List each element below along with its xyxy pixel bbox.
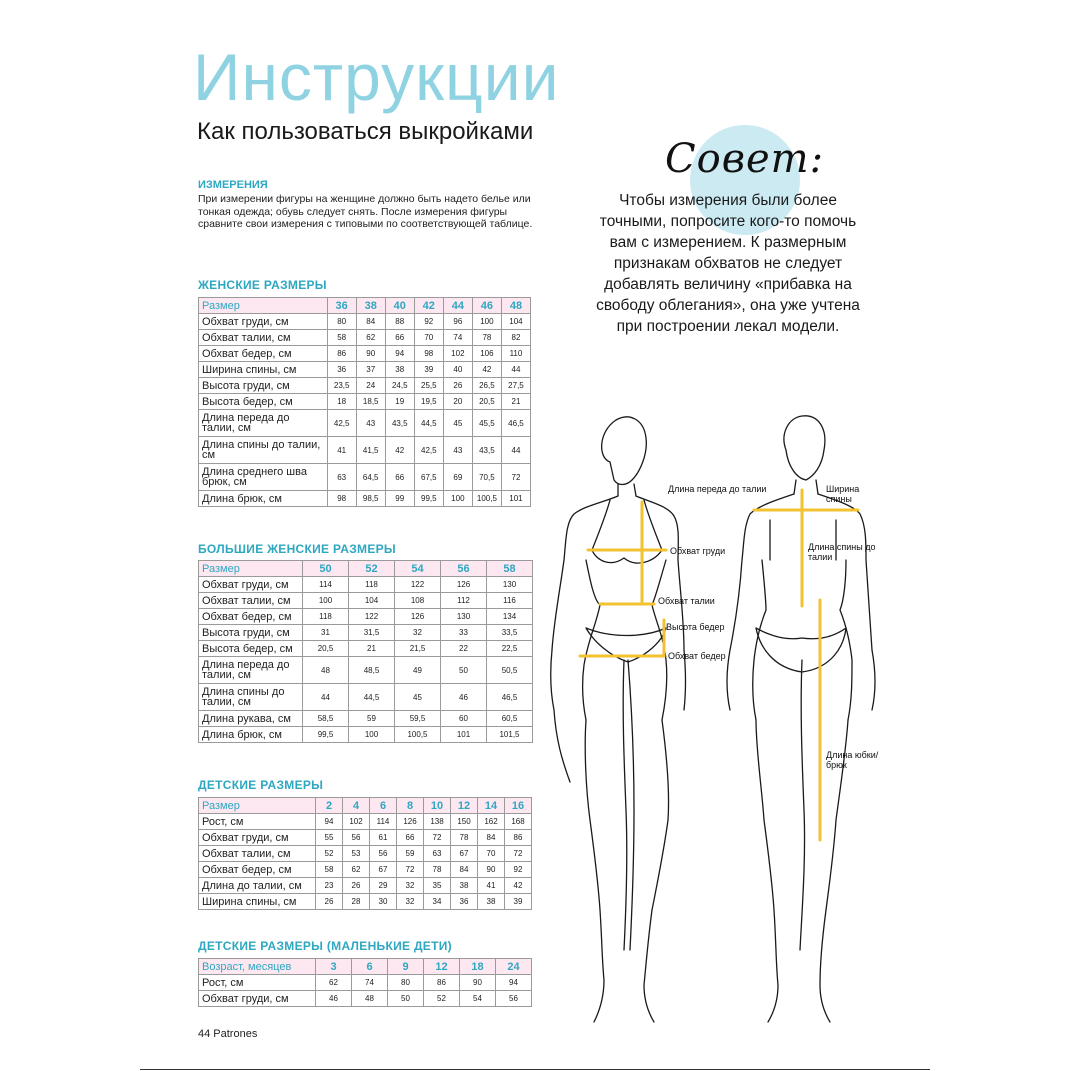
row-value: 86 [327,346,356,362]
row-label: Длина спины до талии, см [199,684,303,711]
row-value: 43 [356,410,385,437]
row-value: 134 [487,609,533,625]
row-value: 98,5 [356,491,385,507]
table-row [199,657,533,684]
row-value: 34 [424,894,451,910]
row-value: 92 [414,314,443,330]
row-value: 54 [460,991,496,1007]
header-size: 4 [343,798,370,814]
row-value: 40 [443,362,472,378]
row-value: 39 [505,894,532,910]
women-sizes-heading: ЖЕНСКИЕ РАЗМЕРЫ [198,278,327,292]
row-value: 24,5 [385,378,414,394]
row-value: 101,5 [487,727,533,743]
header-size: 52 [349,561,395,577]
row-value: 126 [441,577,487,593]
row-value: 52 [424,991,460,1007]
row-value: 30 [370,894,397,910]
table-row [199,491,531,507]
row-value: 92 [505,862,532,878]
row-label: Длина рукава, см [199,711,303,727]
row-value: 110 [501,346,530,362]
row-value: 49 [395,657,441,684]
label-skirt-length: Длина юбки/брюк [826,750,879,770]
row-value: 100,5 [395,727,441,743]
header-size: 3 [316,959,352,975]
row-value: 138 [424,814,451,830]
header-label: Размер [199,298,328,314]
header-size: 56 [441,561,487,577]
row-value: 42 [472,362,501,378]
row-value: 18,5 [356,394,385,410]
row-value: 86 [424,975,460,991]
label-waist: Обхват талии [658,596,715,606]
row-value: 50,5 [487,657,533,684]
row-value: 72 [505,846,532,862]
table-row [199,641,533,657]
row-value: 45 [443,410,472,437]
row-value: 42 [505,878,532,894]
row-value: 38 [451,878,478,894]
row-value: 70 [478,846,505,862]
row-value: 43,5 [472,437,501,464]
header-label: Размер [199,798,316,814]
header-size: 48 [501,298,530,314]
row-value: 32 [397,878,424,894]
row-value: 100 [303,593,349,609]
row-label: Длина переда до талии, см [199,410,328,437]
table-header-row [199,798,532,814]
row-label: Рост, см [199,814,316,830]
table-header-row [199,561,533,577]
row-value: 70 [414,330,443,346]
row-value: 20 [443,394,472,410]
row-value: 42,5 [327,410,356,437]
table-row [199,711,533,727]
row-value: 26 [443,378,472,394]
row-value: 99,5 [414,491,443,507]
row-value: 44,5 [349,684,395,711]
row-label: Высота груди, см [199,378,328,394]
row-value: 44 [303,684,349,711]
row-value: 122 [349,609,395,625]
row-value: 39 [414,362,443,378]
row-value: 46 [441,684,487,711]
table-row [199,314,531,330]
row-label: Обхват бедер, см [199,346,328,362]
row-value: 67 [370,862,397,878]
table-row [199,346,531,362]
row-value: 94 [496,975,532,991]
row-value: 80 [327,314,356,330]
header-size: 46 [472,298,501,314]
row-value: 33,5 [487,625,533,641]
row-value: 61 [370,830,397,846]
row-label: Высота бедер, см [199,641,303,657]
header-size: 14 [478,798,505,814]
plus-sizes-table [198,560,533,743]
row-value: 41,5 [356,437,385,464]
row-value: 102 [443,346,472,362]
row-value: 37 [356,362,385,378]
table-row [199,464,531,491]
row-value: 94 [385,346,414,362]
header-size: 10 [424,798,451,814]
row-value: 66 [397,830,424,846]
row-value: 66 [385,330,414,346]
header-size: 9 [388,959,424,975]
row-value: 66 [385,464,414,491]
row-value: 90 [460,975,496,991]
header-size: 12 [451,798,478,814]
row-value: 104 [501,314,530,330]
row-value: 56 [370,846,397,862]
row-label: Длина спины до талии, см [199,437,328,464]
row-value: 23 [316,878,343,894]
row-value: 72 [424,830,451,846]
table-row [199,378,531,394]
measurements-heading: ИЗМЕРЕНИЯ [198,179,268,191]
row-value: 31 [303,625,349,641]
row-value: 46,5 [501,410,530,437]
measurements-text: При измерении фигуры на женщине должно быть надето белье или тонкая одежда; обувь следует снять. После измерения фигуры сравните свои измерения с типовыми по соответствующей таблице. [198,193,533,230]
row-value: 48 [352,991,388,1007]
row-value: 62 [343,862,370,878]
row-value: 48,5 [349,657,395,684]
row-value: 58 [316,862,343,878]
table-row [199,975,532,991]
row-value: 112 [441,593,487,609]
header-size: 6 [352,959,388,975]
footer-rule [140,1069,930,1070]
row-label: Длина брюк, см [199,491,328,507]
label-back-width: Ширина спины [826,484,860,504]
header-size: 6 [370,798,397,814]
row-value: 35 [424,878,451,894]
row-value: 21,5 [395,641,441,657]
header-size: 58 [487,561,533,577]
row-value: 84 [356,314,385,330]
header-label: Возраст, месяцев [199,959,316,975]
table-row [199,593,533,609]
label-hip-height: Высота бедер [666,622,725,632]
row-value: 116 [487,593,533,609]
row-value: 36 [327,362,356,378]
row-value: 98 [327,491,356,507]
header-size: 2 [316,798,343,814]
row-value: 162 [478,814,505,830]
row-value: 21 [349,641,395,657]
table-row [199,862,532,878]
plus-sizes-heading: БОЛЬШИЕ ЖЕНСКИЕ РАЗМЕРЫ [198,542,396,556]
row-value: 41 [478,878,505,894]
row-value: 88 [385,314,414,330]
header-size: 42 [414,298,443,314]
label-bust: Обхват груди [670,546,726,556]
row-value: 72 [397,862,424,878]
row-value: 80 [388,975,424,991]
table-row [199,830,532,846]
tip-text: Чтобы измерения были более точными, попросите кого-то помочь вам с измерением. К размерным признакам обхватов не следует добавлять величину «прибавка на свободу облегания», она уже учтена при построении лекал модели. [596,192,860,335]
row-value: 60,5 [487,711,533,727]
row-value: 69 [443,464,472,491]
row-value: 102 [343,814,370,830]
row-value: 78 [472,330,501,346]
row-value: 43,5 [385,410,414,437]
row-value: 104 [349,593,395,609]
row-value: 21 [501,394,530,410]
header-size: 24 [496,959,532,975]
row-label: Длина до талии, см [199,878,316,894]
row-value: 55 [316,830,343,846]
row-value: 41 [327,437,356,464]
kids-sizes-heading: ДЕТСКИЕ РАЗМЕРЫ [198,778,324,792]
row-value: 63 [424,846,451,862]
row-label: Обхват груди, см [199,577,303,593]
row-value: 20,5 [472,394,501,410]
row-value: 122 [395,577,441,593]
row-value: 62 [316,975,352,991]
row-value: 26,5 [472,378,501,394]
row-value: 100 [349,727,395,743]
row-value: 78 [451,830,478,846]
row-label: Обхват талии, см [199,330,328,346]
row-value: 100 [443,491,472,507]
row-value: 19 [385,394,414,410]
table-row [199,991,532,1007]
row-value: 126 [397,814,424,830]
row-value: 38 [385,362,414,378]
row-value: 58,5 [303,711,349,727]
table-row [199,394,531,410]
table-row [199,878,532,894]
row-value: 98 [414,346,443,362]
row-value: 46 [316,991,352,1007]
front-figure [551,417,686,1022]
page-footer: 44 Patrones [198,1028,258,1040]
header-size: 18 [460,959,496,975]
label-front-length: Длина переда до талии [668,484,767,494]
row-value: 23,5 [327,378,356,394]
row-value: 18 [327,394,356,410]
row-label: Ширина спины, см [199,894,316,910]
row-value: 60 [441,711,487,727]
row-label: Длина среднего шва брюк, см [199,464,328,491]
row-value: 50 [388,991,424,1007]
row-label: Высота бедер, см [199,394,328,410]
row-value: 168 [505,814,532,830]
row-value: 33 [441,625,487,641]
table-row [199,609,533,625]
row-value: 20,5 [303,641,349,657]
row-value: 59 [349,711,395,727]
row-value: 45,5 [472,410,501,437]
row-value: 44 [501,437,530,464]
row-value: 86 [505,830,532,846]
row-value: 26 [343,878,370,894]
table-header-row [199,298,531,314]
row-value: 48 [303,657,349,684]
row-value: 28 [343,894,370,910]
row-value: 63 [327,464,356,491]
row-label: Длина переда до талии, см [199,657,303,684]
row-value: 59 [397,846,424,862]
row-value: 38 [478,894,505,910]
tip-title: Совет: [665,136,825,182]
row-value: 56 [343,830,370,846]
table-row [199,330,531,346]
row-value: 84 [451,862,478,878]
row-label: Обхват бедер, см [199,862,316,878]
table-row [199,577,533,593]
row-value: 32 [395,625,441,641]
table-row [199,625,533,641]
row-value: 32 [397,894,424,910]
page-title: Инструкции [193,40,560,114]
row-label: Обхват бедер, см [199,609,303,625]
row-value: 59,5 [395,711,441,727]
header-size: 16 [505,798,532,814]
row-value: 114 [303,577,349,593]
header-size: 12 [424,959,460,975]
header-label: Размер [199,561,303,577]
table-row [199,814,532,830]
row-value: 22 [441,641,487,657]
row-label: Обхват груди, см [199,314,328,330]
page-subtitle: Как пользоваться выкройками [197,118,534,145]
baby-sizes-heading: ДЕТСКИЕ РАЗМЕРЫ (МАЛЕНЬКИЕ ДЕТИ) [198,939,452,953]
kids-sizes-table [198,797,532,910]
row-value: 52 [316,846,343,862]
row-value: 106 [472,346,501,362]
row-value: 50 [441,657,487,684]
row-value: 26 [316,894,343,910]
row-label: Ширина спины, см [199,362,328,378]
row-value: 42,5 [414,437,443,464]
row-value: 22,5 [487,641,533,657]
label-hips: Обхват бедер [668,651,726,661]
row-value: 118 [303,609,349,625]
header-size: 38 [356,298,385,314]
row-value: 58 [327,330,356,346]
row-value: 114 [370,814,397,830]
baby-sizes-table [198,958,532,1007]
header-size: 50 [303,561,349,577]
row-value: 130 [441,609,487,625]
table-header-row [199,959,532,975]
row-value: 90 [478,862,505,878]
row-label: Обхват талии, см [199,593,303,609]
row-value: 36 [451,894,478,910]
table-row [199,362,531,378]
row-value: 108 [395,593,441,609]
row-value: 67,5 [414,464,443,491]
row-value: 100,5 [472,491,501,507]
row-value: 29 [370,878,397,894]
row-value: 24 [356,378,385,394]
header-size: 40 [385,298,414,314]
table-row [199,437,531,464]
table-row [199,410,531,437]
row-value: 78 [424,862,451,878]
row-value: 67 [451,846,478,862]
row-value: 96 [443,314,472,330]
row-label: Обхват талии, см [199,846,316,862]
row-value: 126 [395,609,441,625]
row-value: 74 [443,330,472,346]
header-size: 44 [443,298,472,314]
row-value: 62 [356,330,385,346]
row-value: 74 [352,975,388,991]
header-size: 8 [397,798,424,814]
row-value: 84 [478,830,505,846]
row-label: Обхват груди, см [199,830,316,846]
row-value: 82 [501,330,530,346]
row-value: 56 [496,991,532,1007]
row-value: 64,5 [356,464,385,491]
table-row [199,894,532,910]
row-value: 101 [501,491,530,507]
row-label: Высота груди, см [199,625,303,641]
row-value: 45 [395,684,441,711]
row-value: 25,5 [414,378,443,394]
row-value: 44,5 [414,410,443,437]
table-row [199,846,532,862]
row-value: 46,5 [487,684,533,711]
row-value: 118 [349,577,395,593]
women-sizes-table [198,297,531,507]
row-label: Длина брюк, см [199,727,303,743]
row-value: 100 [472,314,501,330]
row-value: 94 [316,814,343,830]
label-back-length: Длина спины до талии [808,542,876,562]
row-value: 53 [343,846,370,862]
row-value: 19,5 [414,394,443,410]
row-value: 42 [385,437,414,464]
row-value: 90 [356,346,385,362]
row-value: 27,5 [501,378,530,394]
header-size: 54 [395,561,441,577]
row-value: 150 [451,814,478,830]
table-row [199,684,533,711]
row-value: 72 [501,464,530,491]
row-label: Рост, см [199,975,316,991]
row-value: 43 [443,437,472,464]
row-value: 99 [385,491,414,507]
row-value: 31,5 [349,625,395,641]
row-value: 44 [501,362,530,378]
table-row [199,727,533,743]
row-value: 130 [487,577,533,593]
row-value: 101 [441,727,487,743]
row-value: 99,5 [303,727,349,743]
row-value: 70,5 [472,464,501,491]
row-label: Обхват груди, см [199,991,316,1007]
header-size: 36 [327,298,356,314]
